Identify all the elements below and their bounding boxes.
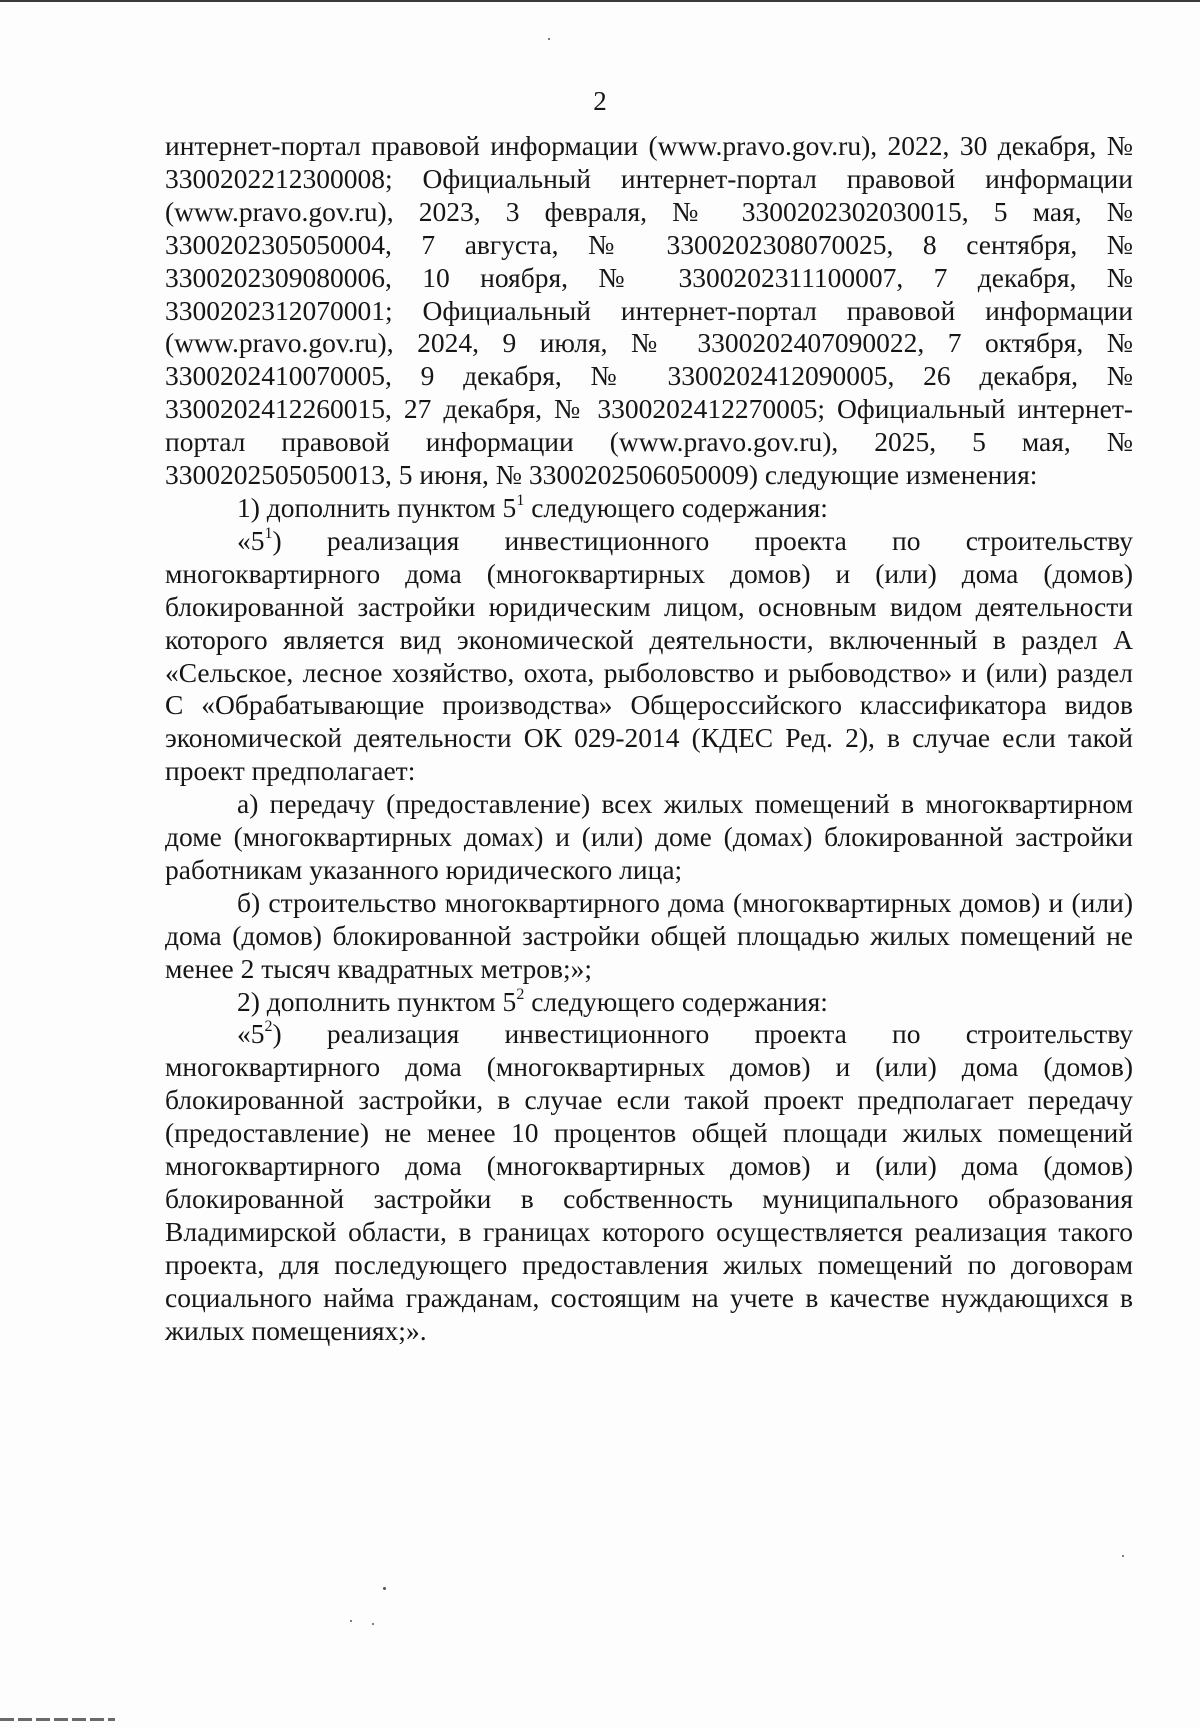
paragraph-text: а) передачу (предоставление) всех жилых помещений в многоквартирном доме (многоквартирных домах) и (или) доме (домах) блокированной застройки работникам указанного юридического лица; xyxy=(165,788,1133,885)
paragraph-text: ) реализация инвестиционного проекта по строительству многоквартирного дома (многоквартирных домов) и (или) дома (домов) блокированной застройки, в случае если такой проект предполагает передачу (предоставление) не менее 10 процентов общей площади жилых помещений многоквартирного дома (многоквартирных домов) и (или) дома (домов) блокированной застройки в собственность муниципального образования Владимирской области, в границах которого осуществляется реализация такого проекта, для последующего предоставления жилых помещений по договорам социального найма гражданам, состоящим на учете в качестве нуждающихся в жилых помещениях;». xyxy=(165,1018,1133,1346)
paragraph-text: ) реализация инвестиционного проекта по строительству многоквартирного дома (многоквартирных домов) и (или) дома (домов) блокированной застройки юридическим лицом, основным видом деятельности которого является вид экономической деятельности, включенный в раздел А «Сельское, лесное хозяйство, охота, рыболовство и рыбоводство» и (или) раздел С «Обрабатывающие производства» Общероссийского классификатора видов экономической деятельности ОК 029-2014 (КДЕС Ред. 2), в случае если такой проект предполагает: xyxy=(165,524,1133,787)
paragraph-item-2 xyxy=(165,986,1133,1019)
paragraph-point-5-1 xyxy=(165,525,1133,788)
page-number: 2 xyxy=(593,86,607,116)
paragraph-subpoint-a xyxy=(165,788,1133,887)
paragraph-item-1 xyxy=(165,492,1133,525)
paragraph-text: следующего содержания: xyxy=(524,491,828,523)
superscript: 1 xyxy=(264,524,273,542)
superscript: 2 xyxy=(264,1018,273,1036)
top-edge-line xyxy=(0,0,1200,2)
scan-speck xyxy=(372,1623,374,1625)
paragraph-text: следующего содержания: xyxy=(524,985,828,1017)
paragraph-text: 1) дополнить пунктом 5 xyxy=(237,491,517,523)
scan-speck xyxy=(350,1620,352,1622)
scan-edge-mark xyxy=(0,1718,115,1721)
paragraph-text: «5 xyxy=(237,524,265,556)
paragraph-amendment-sources xyxy=(165,130,1133,492)
scan-speck xyxy=(548,38,550,40)
document-body xyxy=(165,130,1133,1348)
paragraph-text: интернет-портал правовой информации (www.pravo.gov.ru), 2022, 30 декабря, № 3300202212300008; Официальный интернет-портал правовой информации (www.pravo.gov.ru), 2023, 3 февраля, № 3300202302030015, 5 мая, № 3300202305050004, 7 августа, № 3300202308070025, 8 сентября, № 3300202309080006, 10 ноября, № 3300202311100007, 7 декабря, № 3300202312070001; Официальный интернет-портал правовой информации (www.pravo.gov.ru), 2024, 9 июля, № 3300202407090022, 7 октября, № 3300202410070005, 9 декабря, № 3300202412090005, 26 декабря, № 3300202412260015, 27 декабря, № 3300202412270005; Официальный интернет-портал правовой информации (www.pravo.gov.ru), 2025, 5 мая, № 3300202505050013, 5 июня, № 3300202506050009) следующие изменения: xyxy=(165,130,1133,491)
paragraph-point-5-2 xyxy=(165,1018,1133,1347)
paragraph-text: 2) дополнить пунктом 5 xyxy=(237,985,517,1017)
paragraph-subpoint-b xyxy=(165,887,1133,986)
paragraph-text: б) строительство многоквартирного дома (многоквартирных домов) и (или) дома (домов) блокированной застройки общей площадью жилых помещений не менее 2 тысяч квадратных метров;»; xyxy=(165,886,1133,984)
scan-speck xyxy=(1122,1555,1124,1557)
scan-speck xyxy=(383,1587,386,1590)
paragraph-text: «5 xyxy=(237,1018,265,1050)
superscript: 2 xyxy=(516,985,525,1003)
superscript: 1 xyxy=(516,491,525,509)
